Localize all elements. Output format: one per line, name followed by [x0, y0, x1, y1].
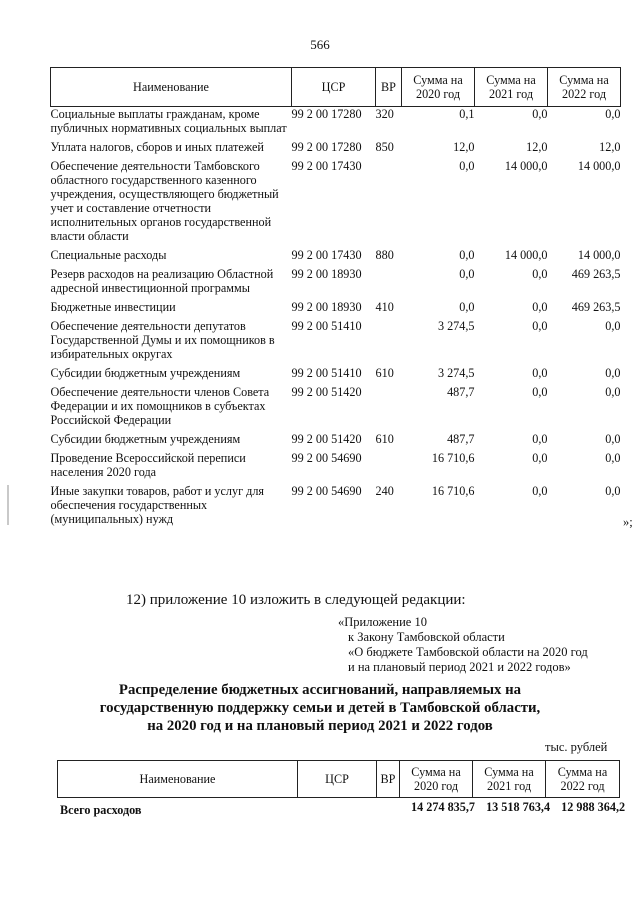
header-name: Наименование — [58, 761, 298, 798]
table-row — [51, 140, 621, 159]
row-vr — [376, 267, 402, 300]
row-sum-2022: 469 263,5 — [571, 300, 621, 314]
row-sum-2022: 0,0 — [605, 385, 621, 399]
row-sum-2021: 0,0 — [532, 451, 548, 465]
row-sum-2020: 16 710,6 — [431, 484, 475, 498]
row-sum-2022: 14 000,0 — [577, 159, 621, 173]
row-sum-2020: 0,0 — [459, 267, 475, 281]
row-sum-2022: 0,0 — [605, 319, 621, 333]
row-sum-2022: 0,0 — [605, 432, 621, 446]
row-name: Обеспечение деятельности членов Совета Федерации и их помощников в субъектах Российской Федерации — [50, 385, 270, 427]
header-sum-2021: Сумма на 2021 год — [475, 68, 548, 107]
row-csr: 99 2 00 17280 — [291, 107, 362, 121]
row-csr: 99 2 00 18930 — [291, 267, 362, 281]
closing-quote-mark: »; — [623, 515, 633, 529]
row-sum-2020: 0,0 — [459, 159, 475, 173]
section-title — [0, 681, 640, 735]
title-line: на 2020 год и на плановый период 2021 и 2022 годов — [147, 718, 493, 734]
table-row — [51, 319, 621, 366]
row-sum-2021: 0,0 — [532, 385, 548, 399]
row-sum-2020: 3 274,5 — [437, 319, 475, 333]
row-name: Резерв расходов на реализацию Областной адресной инвестиционной программы — [50, 267, 274, 295]
row-sum-2021: 14 000,0 — [504, 248, 548, 262]
appendix-line: и на плановый период 2021 и 2022 годов» — [348, 660, 571, 674]
table-header-row — [51, 68, 621, 107]
row-sum-2020: 0,1 — [459, 107, 475, 121]
row-sum-2021: 0,0 — [532, 267, 548, 281]
row-csr: 99 2 00 17430 — [291, 159, 362, 173]
row-sum-2022: 12,0 — [599, 140, 621, 154]
row-csr: 99 2 00 17430 — [291, 248, 362, 262]
row-csr: 99 2 00 51420 — [291, 432, 362, 446]
row-vr — [376, 451, 402, 484]
row-csr: 99 2 00 54690 — [291, 451, 362, 465]
amendment-instruction: 12) приложение 10 изложить в следующей редакции: — [126, 592, 466, 608]
table-row — [51, 267, 621, 300]
row-name: Проведение Всероссийской переписи населения 2020 года — [50, 451, 246, 479]
row-vr — [376, 385, 402, 432]
row-sum-2022: 0,0 — [605, 451, 621, 465]
row-csr: 99 2 00 54690 — [291, 484, 362, 498]
row-sum-2022: 0,0 — [605, 484, 621, 498]
row-sum-2020: 16 710,6 — [431, 451, 475, 465]
title-line: Распределение бюджетных ассигнований, направляемых на — [118, 682, 522, 698]
row-csr: 99 2 00 18930 — [291, 300, 362, 314]
row-name: Обеспечение деятельности Тамбовского областного государственного казенного учреждения, осуществляющего бюджетный учет и составление отчетности исполнительных органов государственной власти области — [50, 159, 279, 243]
header-vr: ВР — [377, 761, 400, 798]
row-sum-2020: 0,0 — [459, 248, 475, 262]
table-row — [51, 366, 621, 385]
header-name: Наименование — [51, 68, 292, 107]
header-sum-2021: Сумма на 2021 год — [473, 761, 546, 798]
row-vr: 610 — [375, 432, 394, 446]
row-sum-2021: 0,0 — [532, 484, 548, 498]
appendix-line: к Закону Тамбовской области — [348, 630, 505, 644]
row-sum-2021: 0,0 — [532, 366, 548, 380]
row-sum-2020: 0,0 — [459, 300, 475, 314]
header-sum-2022: Сумма на 2022 год — [546, 761, 620, 798]
row-sum-2021: 0,0 — [532, 300, 548, 314]
header-sum-2020: Сумма на 2020 год — [402, 68, 475, 107]
total-expenses-label: Всего расходов — [60, 803, 142, 817]
row-sum-2020: 487,7 — [447, 432, 475, 446]
row-name: Иные закупки товаров, работ и услуг для обеспечения государственных (муниципальных) нужд — [50, 484, 265, 526]
row-name: Субсидии бюджетным учреждениям — [50, 366, 241, 380]
row-sum-2020: 3 274,5 — [437, 366, 475, 380]
row-vr — [376, 159, 402, 248]
total-sum-2020: 14 274 835,7 — [411, 800, 475, 814]
row-name: Обеспечение деятельности депутатов Государственной Думы и их помощников в избирательных округах — [50, 319, 275, 361]
header-csr: ЦСР — [292, 68, 376, 107]
row-sum-2020: 487,7 — [447, 385, 475, 399]
units-label: тыс. рублей — [545, 740, 608, 754]
page-number: 566 — [310, 37, 330, 52]
row-vr: 610 — [375, 366, 394, 380]
table-row — [51, 159, 621, 248]
row-sum-2022: 469 263,5 — [571, 267, 621, 281]
family-support-table — [57, 760, 620, 798]
table-row — [51, 248, 621, 267]
table-row — [51, 451, 621, 484]
row-vr — [376, 319, 402, 366]
table-row — [51, 385, 621, 432]
table-row — [51, 432, 621, 451]
total-sum-2021: 13 518 763,4 — [486, 800, 551, 814]
row-name: Социальные выплаты гражданам, кроме публичных нормативных социальных выплат — [50, 107, 287, 135]
total-sum-2022: 12 988 364,2 — [561, 800, 626, 814]
row-name: Субсидии бюджетным учреждениям — [50, 432, 241, 446]
row-csr: 99 2 00 17280 — [291, 140, 362, 154]
appendix-reference — [338, 615, 588, 675]
header-sum-2020: Сумма на 2020 год — [400, 761, 473, 798]
table-row — [51, 107, 621, 141]
table-header-row — [58, 761, 620, 798]
row-sum-2021: 0,0 — [532, 107, 548, 121]
total-expenses-values — [407, 800, 625, 815]
header-vr: ВР — [376, 68, 402, 107]
title-line: государственную поддержку семьи и детей в Тамбовской области, — [99, 700, 541, 716]
row-csr: 99 2 00 51410 — [291, 366, 362, 380]
row-sum-2022: 0,0 — [605, 366, 621, 380]
scan-margin-mark — [7, 485, 9, 525]
row-sum-2020: 12,0 — [453, 140, 475, 154]
row-vr: 410 — [375, 300, 394, 314]
row-sum-2021: 0,0 — [532, 319, 548, 333]
row-sum-2021: 12,0 — [526, 140, 548, 154]
header-sum-2022: Сумма на 2022 год — [548, 68, 621, 107]
header-csr: ЦСР — [298, 761, 377, 798]
row-sum-2022: 14 000,0 — [577, 248, 621, 262]
row-name: Бюджетные инвестиции — [50, 300, 176, 314]
appendix-line: «О бюджете Тамбовской области на 2020 год — [348, 645, 588, 659]
row-vr: 240 — [375, 484, 394, 498]
row-sum-2021: 0,0 — [532, 432, 548, 446]
row-sum-2021: 14 000,0 — [504, 159, 548, 173]
row-vr: 850 — [375, 140, 394, 154]
appendix-line: «Приложение 10 — [338, 615, 427, 629]
table-row — [51, 484, 621, 526]
row-vr: 880 — [375, 248, 394, 262]
row-name: Уплата налогов, сборов и иных платежей — [50, 140, 264, 154]
row-csr: 99 2 00 51420 — [291, 385, 362, 399]
expenditure-table — [50, 67, 621, 526]
row-name: Специальные расходы — [50, 248, 167, 262]
row-vr: 320 — [375, 107, 394, 121]
row-sum-2022: 0,0 — [605, 107, 621, 121]
table-row — [51, 300, 621, 319]
row-csr: 99 2 00 51410 — [291, 319, 362, 333]
